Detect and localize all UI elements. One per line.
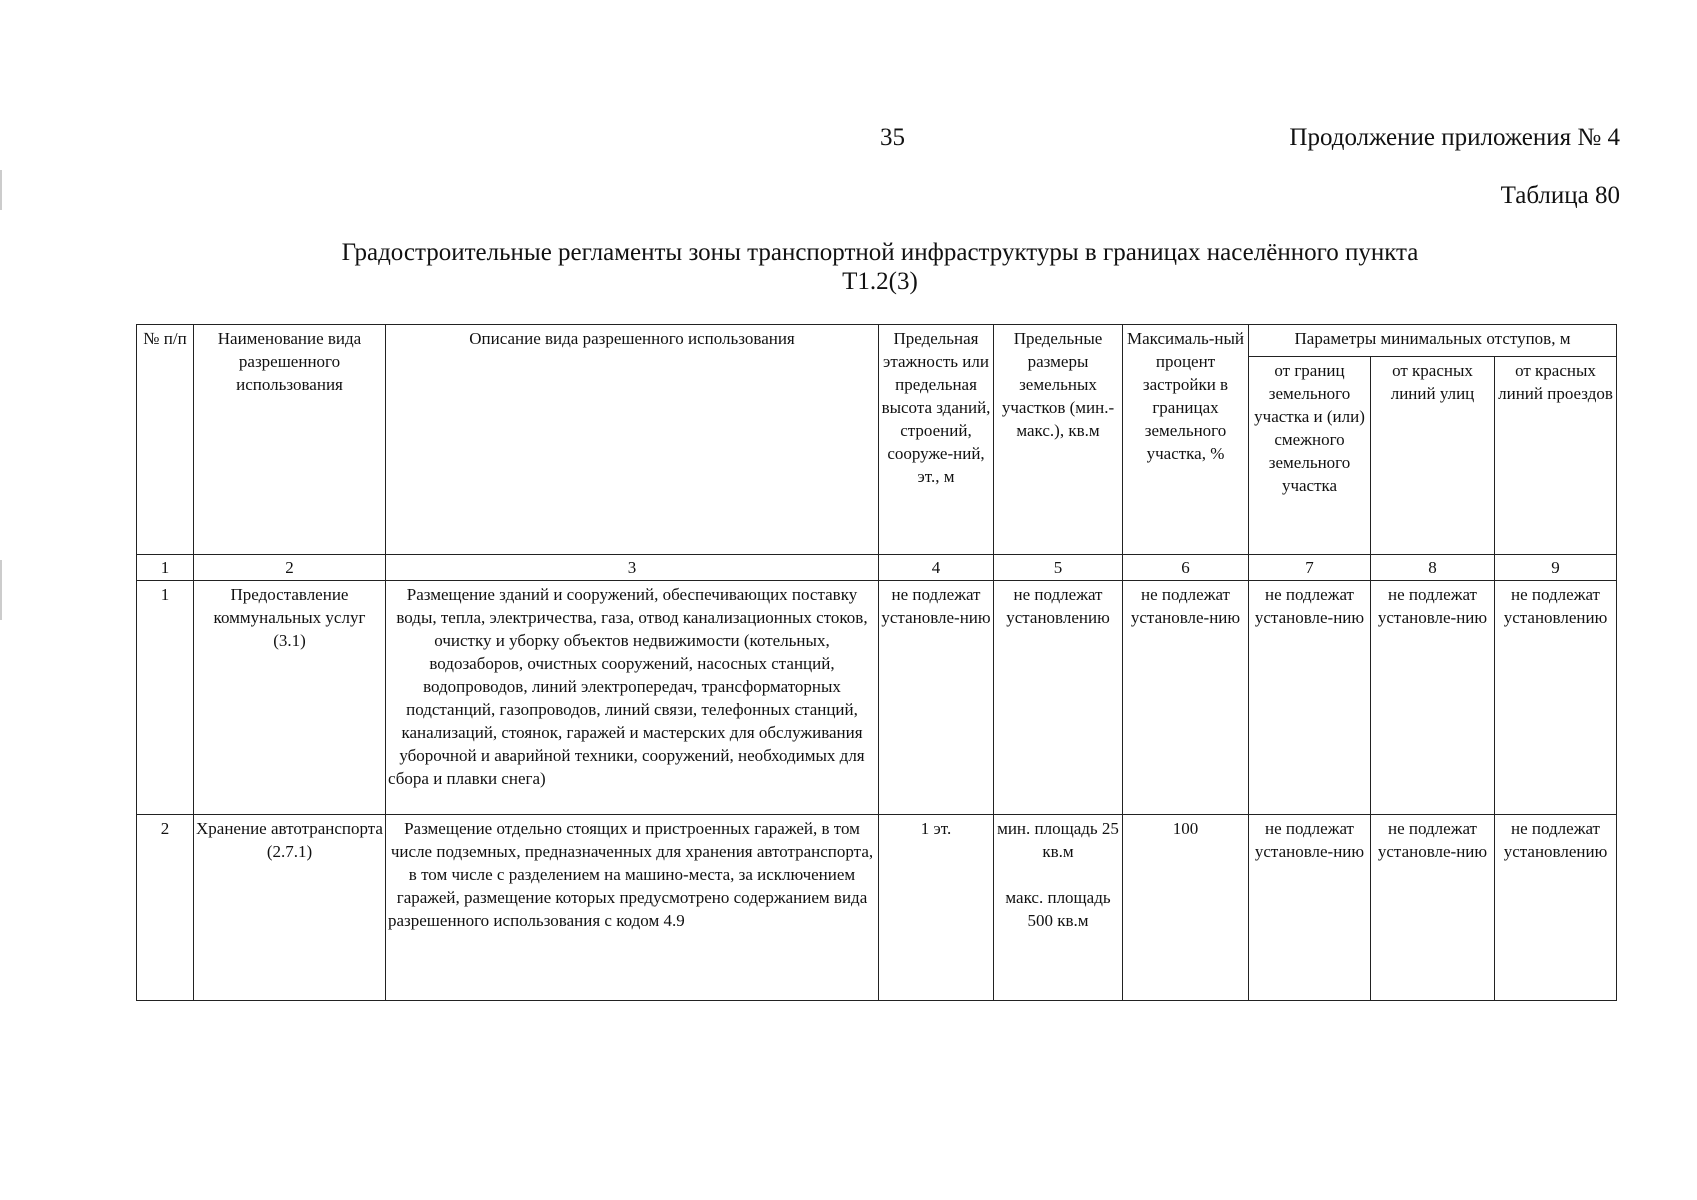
column-number-row <box>137 555 1617 581</box>
row-setback-passages: не подлежат установлению <box>1495 815 1617 1001</box>
column-number: 4 <box>879 555 994 581</box>
row-setback-passages: не подлежат установлению <box>1495 581 1617 815</box>
table-label: Таблица 80 <box>1500 182 1620 209</box>
row-setback-plot: не подлежат установле-нию <box>1249 815 1371 1001</box>
header-name: Наименование вида разрешенного использования <box>194 325 386 555</box>
table-row <box>137 581 1617 815</box>
header-setback-streets: от красных линий улиц <box>1371 357 1495 555</box>
title-line-1: Градостроительные регламенты зоны транспортной инфраструктуры в границах населённого пункта <box>341 239 1419 266</box>
header-floors: Предельная этажность или предельная высота зданий, строений, сооруже-ний, эт., м <box>879 325 994 555</box>
row-floors: не подлежат установле-нию <box>879 581 994 815</box>
header-row <box>137 325 1617 357</box>
column-number: 6 <box>1123 555 1249 581</box>
header-setback-passages: от красных линий проездов <box>1495 357 1617 555</box>
column-number: 7 <box>1249 555 1371 581</box>
row-desc: Размещение отдельно стоящих и пристроенных гаражей, в том числе подземных, предназначенных для хранения автотранспорта, в том числе с разделением на машино-места, за исключением гаражей, размещение которых предусмотрено содержанием вида разрешенного использования с кодом 4.9 <box>386 815 879 1001</box>
row-setback-streets: не подлежат установле-нию <box>1371 815 1495 1001</box>
column-number: 8 <box>1371 555 1495 581</box>
appendix-label: Продолжение приложения № 4 <box>1289 124 1620 151</box>
row-sizes-min: мин. площадь 25 кв.м <box>997 819 1119 861</box>
header-num: № п/п <box>137 325 194 555</box>
row-sizes-max: макс. площадь 500 кв.м <box>1005 888 1111 930</box>
column-number: 2 <box>194 555 386 581</box>
row-setback-plot: не подлежат установле-нию <box>1249 581 1371 815</box>
row-percent: не подлежат установле-нию <box>1123 581 1249 815</box>
row-sizes: не подлежат установлению <box>994 581 1123 815</box>
table-row <box>137 815 1617 1001</box>
header-setback-plot: от границ земельного участка и (или) смежного земельного участка <box>1249 357 1371 555</box>
scan-edge-mark <box>0 170 2 210</box>
column-number: 1 <box>137 555 194 581</box>
column-number: 5 <box>994 555 1123 581</box>
document-title <box>140 238 1620 296</box>
column-number: 9 <box>1495 555 1617 581</box>
row-name: Предоставление коммунальных услуг (3.1) <box>194 581 386 815</box>
header-desc: Описание вида разрешенного использования <box>386 325 879 555</box>
row-percent: 100 <box>1123 815 1249 1001</box>
row-num: 2 <box>137 815 194 1001</box>
header-percent: Максималь-ный процент застройки в границах земельного участка, % <box>1123 325 1249 555</box>
page-number: 35 <box>880 124 905 151</box>
title-line-2: Т1.2(3) <box>842 268 918 295</box>
scan-edge-mark <box>0 560 2 620</box>
regulations-table <box>136 324 1617 1001</box>
row-setback-streets: не подлежат установле-нию <box>1371 581 1495 815</box>
header-sizes: Предельные размеры земельных участков (мин.-макс.), кв.м <box>994 325 1123 555</box>
row-name: Хранение автотранспорта (2.7.1) <box>194 815 386 1001</box>
column-number: 3 <box>386 555 879 581</box>
header-setbacks-group: Параметры минимальных отступов, м <box>1249 325 1617 357</box>
row-desc: Размещение зданий и сооружений, обеспечивающих поставку воды, тепла, электричества, газа, отвод канализационных стоков, очистку и уборку объектов недвижимости (котельных, водозаборов, очистных сооружений, насосных станций, водопроводов, линий электропередач, трансформаторных подстанций, газопроводов, линий связи, телефонных станций, канализаций, стоянок, гаражей и мастерских для обслуживания уборочной и аварийной техники, сооружений, необходимых для сбора и плавки снега) <box>386 581 879 815</box>
row-floors: 1 эт. <box>879 815 994 1001</box>
row-sizes <box>994 815 1123 1001</box>
row-num: 1 <box>137 581 194 815</box>
